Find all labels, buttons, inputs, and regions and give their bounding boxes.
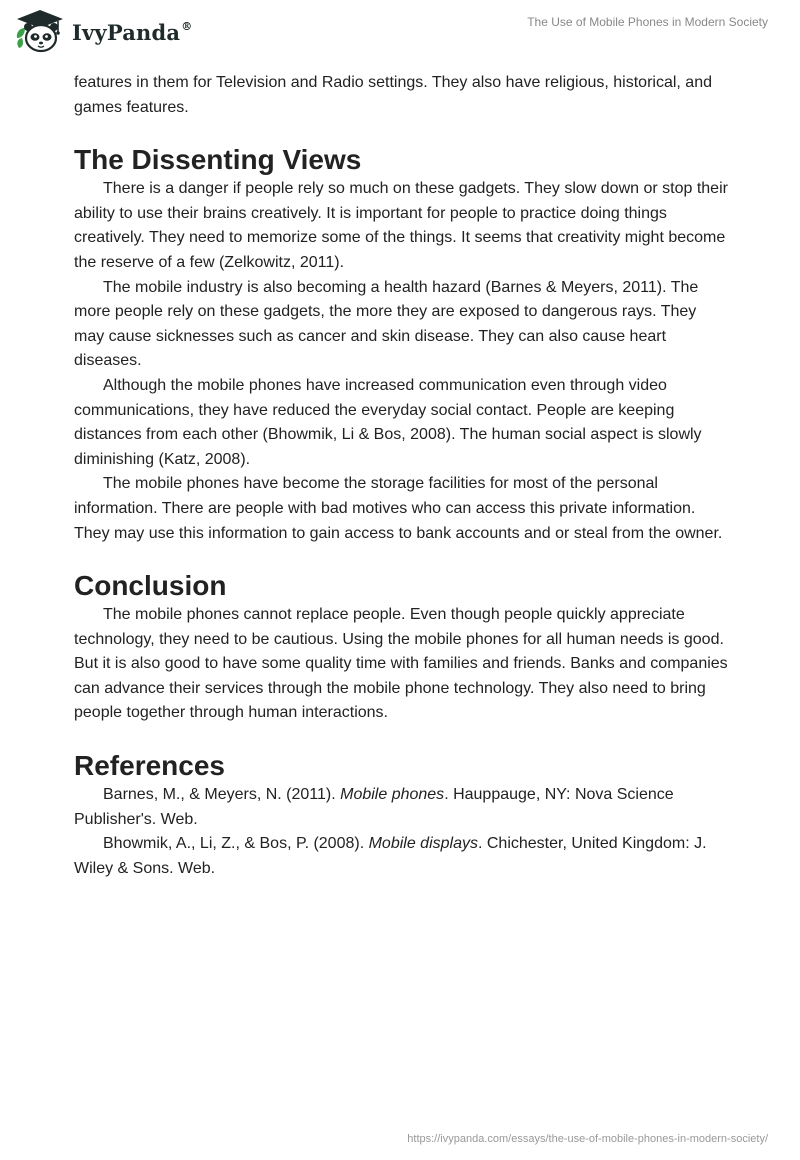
reference-entry: [74, 832, 728, 881]
source-url-link[interactable]: https://ivypanda.com/essays/the-use-of-mobile-phones-in-modern-society/: [407, 1133, 768, 1145]
reference-title: Mobile displays: [368, 835, 478, 853]
intro-paragraph: features in them for Television and Radio settings. They also have religious, historical, and games features.: [74, 74, 712, 116]
reference-authors: Barnes, M., & Meyers, N. (2011).: [103, 786, 341, 804]
body-paragraph: The mobile industry is also becoming a health hazard (Barnes & Meyers, 2011). The more people rely on these gadgets, the more they are exposed to dangerous rays. They may cause sicknesses such as cancer and skin disease. They can also cause heart diseases.: [74, 278, 699, 370]
body-paragraph: The mobile phones cannot replace people. Even though people quickly appreciate technology, they need to be cautious. Using the mobile phones for all human needs is good. But it is also good to have some quality time with families and friends. Banks and companies can advance their services through the mobile phone technology. They also need to bring people together through human interactions.: [74, 606, 728, 722]
essay-body: [74, 71, 728, 881]
panda-graduate-logo-icon: [14, 8, 66, 54]
body-paragraph: The mobile phones have become the storage facilities for most of the personal information. There are people with bad motives who can access this private information. They may use this information to gain access to bank accounts and or steal from the owner.: [74, 475, 723, 542]
document-title: The Use of Mobile Phones in Modern Society: [527, 15, 768, 29]
reference-title: Mobile phones: [340, 786, 445, 804]
section-heading-conclusion: Conclusion: [74, 570, 227, 602]
registered-mark: ®: [181, 19, 193, 33]
brand-logo[interactable]: [14, 8, 192, 54]
page-header: [0, 0, 800, 62]
brand-name: IvyPanda®: [72, 19, 193, 45]
body-paragraph: Although the mobile phones have increased communication even through video communications, they have reduced the everyday social contact. People are keeping distances from each other (Bhowmik, Li & Bos, 2008). The human social aspect is slowly diminishing (Katz, 2008).: [74, 376, 702, 468]
reference-publisher: . Hauppauge, NY: Nova Science Publisher's. Web.: [74, 786, 674, 828]
reference-authors: Bhowmik, A., Li, Z., & Bos, P. (2008).: [103, 835, 369, 853]
section-heading-references: References: [74, 750, 225, 782]
body-paragraph: There is a danger if people rely so much on these gadgets. They slow down or stop their ability to use their brains creatively. It is important for people to practice doing things creatively. They need to memorize some of the things. It seems that creativity might become the reserve of a few (Zelkowitz, 2011).: [74, 180, 728, 271]
reference-entry: [74, 783, 728, 832]
section-heading-dissenting-views: The Dissenting Views: [74, 144, 362, 176]
reference-publisher: . Chichester, United Kingdom: J. Wiley & Sons. Web.: [74, 835, 707, 877]
